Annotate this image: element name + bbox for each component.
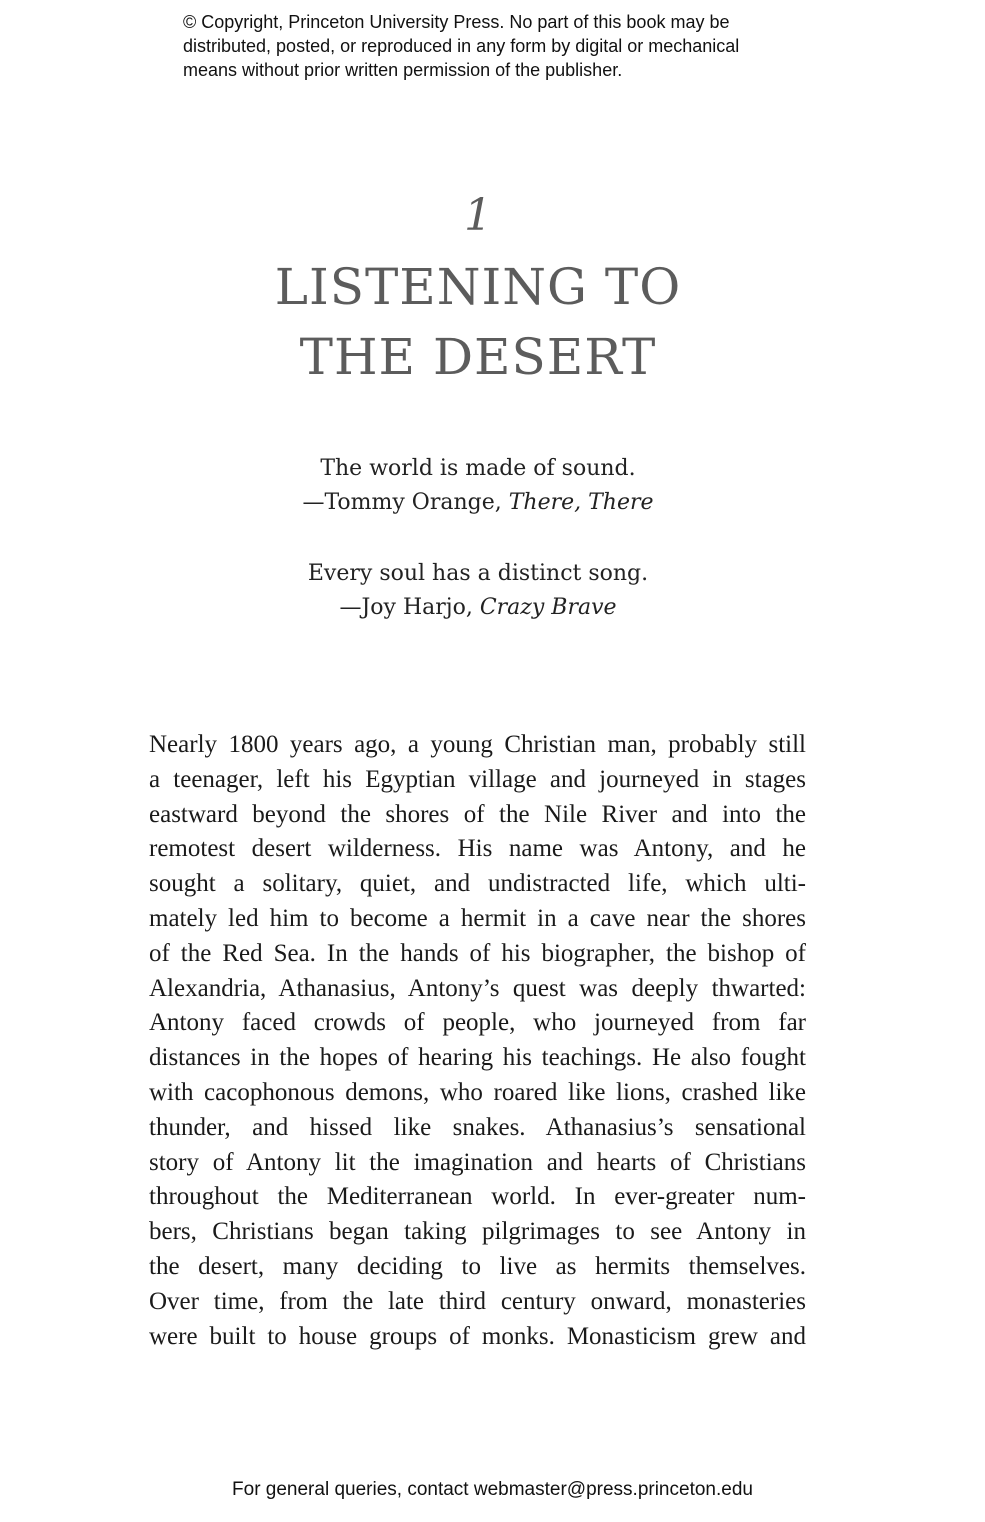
- epigraph-quote: Every soul has a distinct song.: [307, 561, 649, 586]
- body-line: with cacophonous demons, who roared like lions, crashed like: [149, 1078, 806, 1106]
- body-paragraph: [149, 728, 806, 1354]
- epigraph-work: There, There: [508, 490, 654, 515]
- body-line: remotest desert wilderness. His name was Antony, and he: [149, 835, 806, 863]
- chapter-number: 1: [464, 190, 492, 241]
- body-line: were built to house groups of monks. Monasticism grew and: [149, 1322, 806, 1350]
- chapter-title-line: LISTENING TO: [274, 258, 682, 316]
- footer-contact: For general queries, contact webmaster@press.princeton.edu: [232, 1479, 753, 1500]
- epigraph-quote: The world is made of sound.: [320, 456, 636, 481]
- chapter-title-line: THE DESERT: [299, 328, 657, 386]
- body-line: mately led him to become a hermit in a cave near the shores: [149, 904, 806, 932]
- chapter-title: [0, 252, 956, 392]
- epigraph: [0, 452, 956, 520]
- body-line: the desert, many deciding to live as hermits themselves.: [149, 1252, 806, 1280]
- body-line: eastward beyond the shores of the Nile River and into the: [149, 800, 806, 828]
- epigraph-attribution-line: [0, 486, 956, 520]
- copyright-line: © Copyright, Princeton University Press. No part of this book may be: [183, 12, 730, 32]
- copyright-line: distributed, posted, or reproduced in any form by digital or mechanical: [183, 36, 740, 56]
- body-line: Over time, from the late third century onward, monasteries: [149, 1287, 806, 1315]
- body-line: distances in the hopes of hearing his teachings. He also fought: [149, 1044, 806, 1072]
- epigraph: [0, 557, 956, 625]
- epigraph-attribution-line: [0, 591, 956, 625]
- epigraph-author: —Tommy Orange,: [302, 490, 509, 515]
- body-line: story of Antony lit the imagination and hearts of Christians: [149, 1148, 806, 1176]
- epigraph-author: —Joy Harjo,: [339, 595, 480, 620]
- body-line: Nearly 1800 years ago, a young Christian man, probably still: [149, 731, 806, 758]
- body-line: thunder, and hissed like snakes. Athanasius’s sensational: [149, 1113, 806, 1141]
- body-line: Antony faced crowds of people, who journeyed from far: [149, 1009, 806, 1037]
- body-line: bers, Christians began taking pilgrimages to see Antony in: [149, 1218, 806, 1246]
- body-line: throughout the Mediterranean world. In ever-greater num-: [149, 1183, 806, 1211]
- copyright-notice: [183, 10, 843, 82]
- body-line: Alexandria, Athanasius, Antony’s quest was deeply thwarted:: [149, 974, 806, 1002]
- epigraph-work: Crazy Brave: [479, 595, 617, 620]
- body-line: a teenager, left his Egyptian village and journeyed in stages: [149, 765, 806, 793]
- body-line: of the Red Sea. In the hands of his biographer, the bishop of: [149, 939, 806, 967]
- copyright-line: means without prior written permission of the publisher.: [183, 60, 623, 80]
- body-line: sought a solitary, quiet, and undistracted life, which ulti-: [149, 870, 806, 898]
